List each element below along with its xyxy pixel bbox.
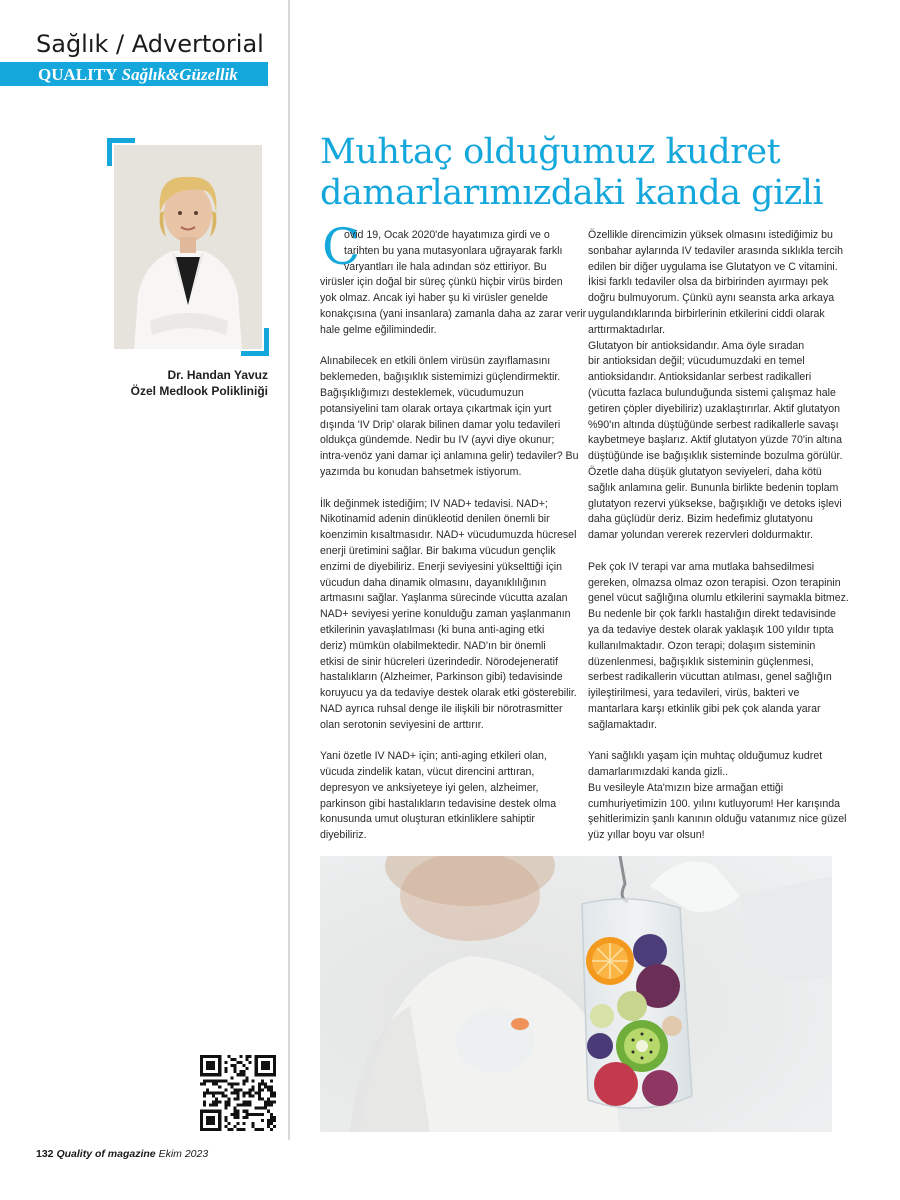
text-line: NAD+ seviyesi yerine konulduğu zaman yaşlanmanın xyxy=(320,608,571,621)
paragraph xyxy=(320,354,579,480)
text-line: enerji üretimini sağlar. Bir bakıma vücudun gençlik xyxy=(320,544,556,557)
text-line: parkinson gibi hastalıkların tedavisine destek olma xyxy=(320,797,557,810)
paragraph xyxy=(588,560,849,734)
article-column-right xyxy=(588,228,849,844)
text-line: ya da tedaviye destek olarak yaklaşık 100 yıldır tıpta xyxy=(588,623,834,636)
text-line: İkisi farklı tedaviler olsa da birbirinden ayırmayı pek xyxy=(588,276,829,289)
text-line: depresyon ve anksiyeteye iyi gelen, alzheimer, xyxy=(320,781,539,794)
magazine-name: Quality of magazine xyxy=(56,1148,156,1160)
text-line: Nikotinamid adenin dinükleotid denilen önemli bir xyxy=(320,513,550,526)
text-line: Bağışıklığımızı desteklemek, vücudumuzun xyxy=(320,386,524,399)
text-line: dışında 'IV Drip' olarak bilinen damar yolu tedavileri xyxy=(320,418,561,431)
brand-main: QUALITY xyxy=(38,65,118,84)
text-line: daha güçlüdür deriz. Bizim hedefimiz glutatyonu xyxy=(588,513,813,526)
text-line: damar yolundan vererek rezervleri doldurmaktır. xyxy=(588,529,813,542)
text-line: Bu vesileyle Ata'mızın bize armağan ettiği xyxy=(588,781,784,794)
text-line: NAD ayrıca ruhsal denge ile ilişkili bir nörotrasmitter xyxy=(320,702,563,715)
text-line: etkisi de sinir hücreleri üzerindedir. Nörodejeneratif xyxy=(320,655,558,668)
text-line: enzimi de diyebiliriz. Enerji seviyesini yükselttiği için xyxy=(320,560,562,573)
text-line: artmasını sağlar. Yaşlanma sürecinde vücutta azalan xyxy=(320,592,568,605)
paragraph xyxy=(320,497,577,734)
text-line: yüz yıllar boyu var olsun! xyxy=(588,829,705,842)
text-line: intra-venöz yani damar içi anlamına gelir) tedaviler? Bu xyxy=(320,450,579,463)
text-line: tarihten bu yana mutasyonlara uğrayarak farklı xyxy=(344,244,563,257)
text-line: İlk değinmek istediğim; IV NAD+ tedavisi. NAD+; xyxy=(320,497,548,510)
text-line: glutatyon rezervi yüksekse, bağışıklığı ve detoks işlevi xyxy=(588,497,842,510)
text-line: yok olmaz. Ancak iyi haber şu ki virüsler genelde xyxy=(320,292,548,305)
text-line: virüsler için doğal bir süreç çünkü hiçbir virüs birden xyxy=(320,276,563,289)
text-line: deriz) mümkün olabilmektedir. NAD'ın bir önemli xyxy=(320,639,546,652)
author-name: Dr. Handan Yavuz xyxy=(167,368,268,382)
text-line: beklemeden, bağışıklık sistemimizi güçlendirmektir. xyxy=(320,371,561,384)
text-line: antioksidandır. Antioksidanlar serbest radikalleri xyxy=(588,371,812,384)
text-line: Pek çok IV terapi var ama mutlaka bahsedilmesi xyxy=(588,560,815,573)
brand-bar xyxy=(0,62,268,86)
text-line: Yani özetle IV NAD+ için; anti-aging etkileri olan, xyxy=(320,750,547,763)
text-line: hale gelme eğilimindedir. xyxy=(320,323,437,336)
text-line: hastalıkların (Alzheimer, Parkinson gibi) tedavisinde xyxy=(320,671,563,684)
page-footer xyxy=(36,1148,208,1160)
author-photo xyxy=(114,145,262,349)
text-line: koruyucu ya da tedaviye destek olarak etki gösterebilir. xyxy=(320,687,577,700)
page-number: 132 xyxy=(36,1148,54,1160)
article-column-left xyxy=(320,228,587,844)
text-line: Yani sağlıklı yaşam için muhtaç olduğumuz kudret xyxy=(588,750,823,763)
text-line: sağlık anlamına gelir. Bununla birlikte bedenin toplam xyxy=(588,481,839,494)
text-line: edilen bir diğer uygulama ise Glutatyon ve C vitamini. xyxy=(588,260,838,273)
text-line: iyileştirilmesi, yara tedavileri, virüs, bakteri ve xyxy=(588,687,800,700)
issue-date: Ekim 2023 xyxy=(158,1148,209,1160)
text-line: mantarlara karşı etkinlik gibi pek çok alanda yarar xyxy=(588,702,821,715)
text-line: damarlarımızdaki kanda gizli.. xyxy=(588,766,729,779)
text-line: oldukça gündemde. Nedir bu IV (ayvi diye okunur; xyxy=(320,434,555,447)
text-line: koenzimin kısaltmasıdır. NAD+ vücudumuzda hücresel xyxy=(320,529,577,542)
text-line: konusunda umut oluşturan etkinliklere sahiptir xyxy=(320,813,535,826)
text-line: düştüğünde ise bağışıklık sisteminde bozulma görülür. xyxy=(588,450,843,463)
drop-cap: C xyxy=(322,218,361,276)
text-line: varyantları ile hala adından söz ettiriyor. Bu xyxy=(344,260,547,273)
text-line: olan serotonin seviyesini de arttırır. xyxy=(320,718,484,731)
text-line: vücudun daha dinamik olmasını, dayanıklılığının xyxy=(320,576,547,589)
text-line: düzenlenmesi, bağışıklık sisteminin güçlenmesi, xyxy=(588,655,814,668)
text-line: şehitlerimizin şanlı kanının olduğu vatanımız nice güzel xyxy=(588,813,847,826)
text-line: potansiyelini tam olarak ortaya çıkartmak için yurt xyxy=(320,402,552,415)
text-line: kaybetmeye başlarız. Aktif glutatyon yüzde 70'in altına xyxy=(588,434,843,447)
text-line: Bu nedenle bir çok farklı hastalığın direkt tedavisinde xyxy=(588,608,836,621)
text-line: yazımda bu konudan bahsetmek istiyorum. xyxy=(320,465,522,478)
text-line: uygulandıklarında birbirlerinin etkilerini ciddi olarak xyxy=(588,307,825,320)
text-line: sonbahar aylarında IV tedaviler arasında sıklıkla tercih xyxy=(588,244,843,257)
headline-line: damarlarımızdaki kanda gizli xyxy=(320,173,824,213)
paragraph xyxy=(588,228,843,544)
text-line: genel vücut sağlığına olumlu etkilerini saymakla bitmez. xyxy=(588,592,849,605)
text-line: arttırmaktadırlar. xyxy=(588,323,666,336)
text-line: vücuda zindelik katan, vücut direncini arttıran, xyxy=(320,766,535,779)
text-line: serbest radikallerin vücuttan atılması, genel sağlığın xyxy=(588,671,832,684)
text-line: bir antioksidan değil; vücudumuzdaki en temel xyxy=(588,355,805,368)
headline-line: Muhtaç olduğumuz kudret xyxy=(320,132,781,172)
text-line: (vücutta fazlaca bulunduğunda sistemi çalışmaz hale xyxy=(588,386,836,399)
text-line: gereken, olmazsa olmaz ozon terapisi. Ozon terapinin xyxy=(588,576,841,589)
text-line: konakçısına (yani insanlara) zamanla daha az zarar verir xyxy=(320,307,587,320)
paragraph xyxy=(320,749,572,844)
text-line: kullanılmaktadır. Ozon terapi; dolaşım sisteminin xyxy=(588,639,816,652)
qr-code[interactable] xyxy=(200,1055,276,1131)
paragraph xyxy=(320,228,587,339)
text-line: getiren çöpler diyebiliriz) uzaklaştırırlar. Aktif glutatyon xyxy=(588,402,841,415)
headline xyxy=(320,132,840,214)
section-title: Sağlık / Advertorial xyxy=(36,30,264,58)
text-line: ovid 19, Ocak 2020'de hayatımıza girdi ve o xyxy=(344,229,550,241)
brand-sub: Sağlık&Güzellik xyxy=(121,65,238,84)
text-line: Alınabilecek en etkili önlem virüsün zayıflamasını xyxy=(320,355,551,368)
text-line: sağlamaktadır. xyxy=(588,718,657,731)
text-line: %90'ın altında düştüğünde serbest radikallerle savaşı xyxy=(588,418,839,431)
text-line: Özetle daha düşük glutatyon seviyeleri, daha kötü xyxy=(588,465,822,478)
text-line: etkilerinin yavaşlatılması (ki buna anti-aging etki xyxy=(320,623,545,636)
brand-label xyxy=(38,65,238,85)
paragraph xyxy=(588,749,847,844)
author-photo-frame xyxy=(107,138,269,356)
text-line: cumhuriyetimizin 100. yılını kutluyorum! Her karışında xyxy=(588,797,840,810)
text-line: diyebiliriz. xyxy=(320,829,367,842)
author-organization: Özel Medlook Polikliniği xyxy=(130,384,268,398)
text-line: Özellikle direncimizin yüksek olmasını istediğimiz bu xyxy=(588,229,833,241)
column-divider xyxy=(288,0,290,1140)
iv-bag-fruit-photo xyxy=(320,856,832,1132)
text-line: Glutatyon bir antioksidandır. Ama öyle sıradan xyxy=(588,339,805,352)
text-line: doğru bulmuyorum. Çünkü aynı seansta arka arkaya xyxy=(588,292,835,305)
